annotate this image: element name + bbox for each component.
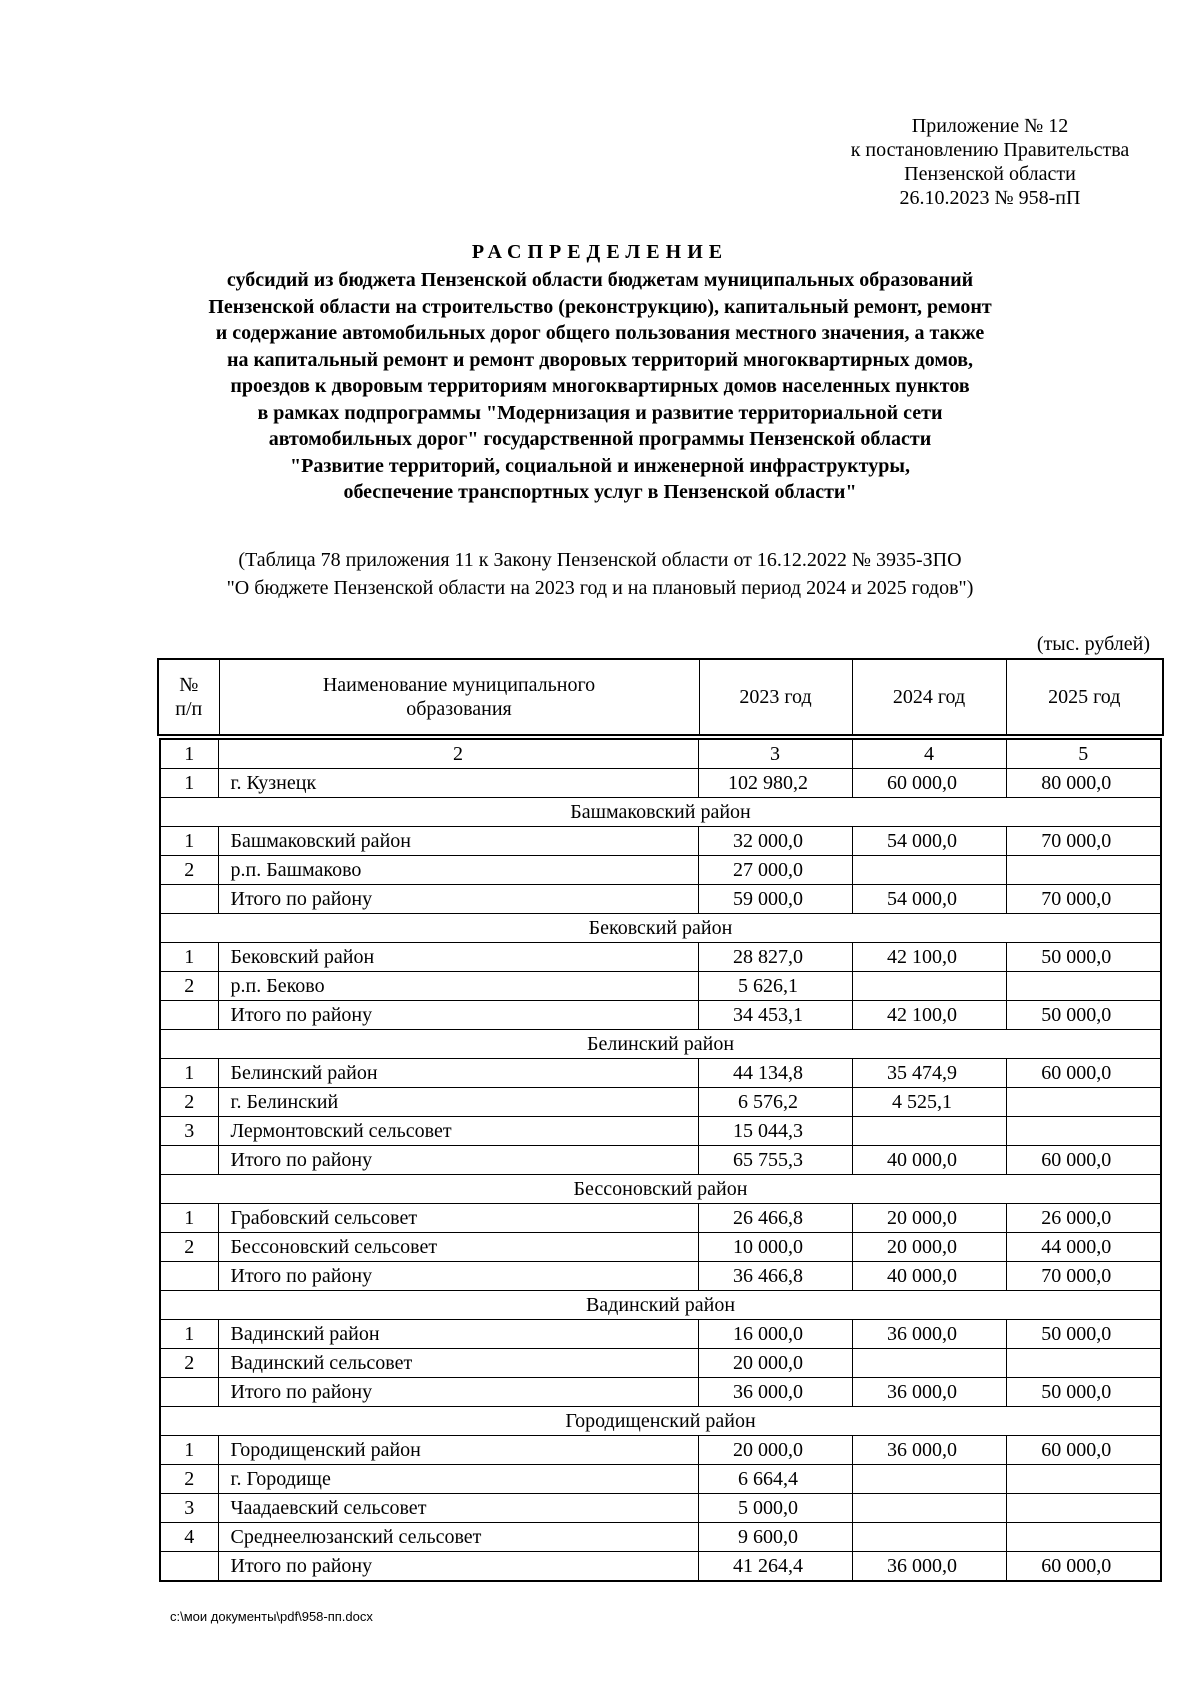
row-value-2023: 34 453,1 xyxy=(698,1001,852,1030)
row-number: 3 xyxy=(160,1117,218,1146)
table-row xyxy=(160,827,1161,856)
row-value-2023: 15 044,3 xyxy=(698,1117,852,1146)
subtitle-line: на капитальный ремонт и ремонт дворовых территорий многоквартирных домов, xyxy=(226,348,974,371)
row-value-2023: 59 000,0 xyxy=(698,885,852,914)
row-number xyxy=(160,1552,218,1582)
table-row xyxy=(160,972,1161,1001)
table-row xyxy=(160,1233,1161,1262)
table-row xyxy=(160,1494,1161,1523)
row-value-2023: 102 980,2 xyxy=(698,769,852,798)
source-line: "О бюджете Пензенской области на 2023 год и на плановый период 2024 и 2025 годов") xyxy=(226,577,974,599)
row-value-2025: 50 000,0 xyxy=(1006,1001,1161,1030)
row-number: 1 xyxy=(160,1320,218,1349)
row-name: г. Кузнецк xyxy=(218,769,698,798)
row-value-2024: 20 000,0 xyxy=(852,1204,1006,1233)
row-number: 1 xyxy=(160,1436,218,1465)
subtitle-line: "Развитие территорий, социальной и инженерной инфраструктуры, xyxy=(290,454,910,477)
section-row xyxy=(160,1291,1161,1320)
row-value-2025: 60 000,0 xyxy=(1006,1552,1161,1582)
row-name: Итого по району xyxy=(218,1378,698,1407)
row-value-2023: 32 000,0 xyxy=(698,827,852,856)
row-value-2023: 5 626,1 xyxy=(698,972,852,1001)
section-title: Башмаковский район xyxy=(160,798,1161,827)
row-value-2024 xyxy=(852,1465,1006,1494)
row-name: Итого по району xyxy=(218,1552,698,1582)
table-row xyxy=(160,1320,1161,1349)
row-name: Чаадаевский сельсовет xyxy=(218,1494,698,1523)
row-name: Вадинский сельсовет xyxy=(218,1349,698,1378)
column-number: 3 xyxy=(698,739,852,769)
row-value-2023: 10 000,0 xyxy=(698,1233,852,1262)
row-value-2024: 42 100,0 xyxy=(852,1001,1006,1030)
table-row xyxy=(160,1088,1161,1117)
table-row xyxy=(160,1059,1161,1088)
row-value-2025: 60 000,0 xyxy=(1006,1059,1161,1088)
column-number: 4 xyxy=(852,739,1006,769)
row-value-2024: 54 000,0 xyxy=(852,885,1006,914)
row-value-2025: 70 000,0 xyxy=(1006,827,1161,856)
section-title: Бессоновский район xyxy=(160,1175,1161,1204)
row-value-2023: 28 827,0 xyxy=(698,943,852,972)
row-value-2025 xyxy=(1006,1465,1161,1494)
row-number: 2 xyxy=(160,1349,218,1378)
column-number: 1 xyxy=(160,739,218,769)
row-value-2024 xyxy=(852,856,1006,885)
section-title: Городищенский район xyxy=(160,1407,1161,1436)
table-row xyxy=(160,1117,1161,1146)
section-row xyxy=(160,1407,1161,1436)
row-value-2024: 40 000,0 xyxy=(852,1262,1006,1291)
subtitle-line: Пензенской области на строительство (реконструкцию), капитальный ремонт, ремонт xyxy=(208,295,992,318)
column-number-row xyxy=(160,739,1161,769)
row-value-2024: 20 000,0 xyxy=(852,1233,1006,1262)
header-name: Наименование муниципального образования xyxy=(219,659,699,735)
appendix-header xyxy=(790,114,1190,210)
appendix-number: Приложение № 12 xyxy=(911,115,1069,137)
subtitle-line: субсидий из бюджета Пензенской области бюджетам муниципальных образований xyxy=(226,269,974,291)
row-name: Башмаковский район xyxy=(218,827,698,856)
row-value-2024 xyxy=(852,1494,1006,1523)
section-title: Вадинский район xyxy=(160,1291,1161,1320)
row-value-2025: 70 000,0 xyxy=(1006,885,1161,914)
appendix-reference: к постановлению Правительства xyxy=(850,139,1130,161)
row-value-2025: 50 000,0 xyxy=(1006,1378,1161,1407)
row-value-2024: 42 100,0 xyxy=(852,943,1006,972)
row-value-2024 xyxy=(852,1523,1006,1552)
table-row xyxy=(160,1349,1161,1378)
section-title: Белинский район xyxy=(160,1030,1161,1059)
table-row xyxy=(160,1552,1161,1582)
header-number: № п/п xyxy=(158,659,219,735)
row-number: 2 xyxy=(160,972,218,1001)
units-label: (тыс. рублей) xyxy=(1036,633,1150,655)
row-number: 2 xyxy=(160,1088,218,1117)
row-name: Городищенский район xyxy=(218,1436,698,1465)
row-name: Грабовский сельсовет xyxy=(218,1204,698,1233)
row-value-2024: 60 000,0 xyxy=(852,769,1006,798)
row-value-2023: 41 264,4 xyxy=(698,1552,852,1582)
row-value-2025 xyxy=(1006,1117,1161,1146)
row-value-2025: 50 000,0 xyxy=(1006,1320,1161,1349)
section-row xyxy=(160,1030,1161,1059)
row-value-2024: 36 000,0 xyxy=(852,1320,1006,1349)
section-row xyxy=(160,1175,1161,1204)
column-number: 2 xyxy=(218,739,698,769)
row-value-2023: 27 000,0 xyxy=(698,856,852,885)
row-value-2025: 50 000,0 xyxy=(1006,943,1161,972)
row-value-2024: 36 000,0 xyxy=(852,1436,1006,1465)
row-value-2024: 36 000,0 xyxy=(852,1552,1006,1582)
header-2024: 2024 год xyxy=(852,659,1006,735)
row-name: р.п. Беково xyxy=(218,972,698,1001)
row-value-2024: 36 000,0 xyxy=(852,1378,1006,1407)
row-number: 1 xyxy=(160,1204,218,1233)
document-subtitle xyxy=(140,267,1060,506)
row-value-2024: 4 525,1 xyxy=(852,1088,1006,1117)
row-value-2025: 80 000,0 xyxy=(1006,769,1161,798)
row-number xyxy=(160,1146,218,1175)
distribution-table xyxy=(159,738,1162,1582)
row-value-2023: 6 664,4 xyxy=(698,1465,852,1494)
row-value-2023: 20 000,0 xyxy=(698,1349,852,1378)
row-name: Бековский район xyxy=(218,943,698,972)
source-line: (Таблица 78 приложения 11 к Закону Пензенской области от 16.12.2022 № 3935-ЗПО xyxy=(238,549,962,571)
row-name: Лермонтовский сельсовет xyxy=(218,1117,698,1146)
row-value-2025 xyxy=(1006,1349,1161,1378)
row-number: 4 xyxy=(160,1523,218,1552)
table-row xyxy=(160,769,1161,798)
table-row xyxy=(160,1204,1161,1233)
table-header xyxy=(157,658,1164,736)
row-number xyxy=(160,885,218,914)
document-title: РАСПРЕДЕЛЕНИЕ xyxy=(471,241,729,263)
row-name: г. Белинский xyxy=(218,1088,698,1117)
row-name: Белинский район xyxy=(218,1059,698,1088)
row-value-2024 xyxy=(852,1117,1006,1146)
table-row xyxy=(160,1523,1161,1552)
row-value-2025 xyxy=(1006,972,1161,1001)
row-number xyxy=(160,1262,218,1291)
row-value-2024: 35 474,9 xyxy=(852,1059,1006,1088)
row-value-2025: 26 000,0 xyxy=(1006,1204,1161,1233)
table-row xyxy=(160,1001,1161,1030)
table-row xyxy=(160,885,1161,914)
row-number: 1 xyxy=(160,943,218,972)
row-value-2023: 5 000,0 xyxy=(698,1494,852,1523)
column-number: 5 xyxy=(1006,739,1161,769)
source-reference xyxy=(140,546,1060,602)
row-number: 1 xyxy=(160,1059,218,1088)
header-2023: 2023 год xyxy=(699,659,852,735)
row-value-2025: 44 000,0 xyxy=(1006,1233,1161,1262)
table-row xyxy=(160,1378,1161,1407)
table-row xyxy=(160,943,1161,972)
row-value-2025: 60 000,0 xyxy=(1006,1436,1161,1465)
row-number: 3 xyxy=(160,1494,218,1523)
row-number: 1 xyxy=(160,769,218,798)
file-path-footer: c:\мои документы\pdf\958-пп.docx xyxy=(170,1609,373,1624)
row-number: 1 xyxy=(160,827,218,856)
table-row xyxy=(160,1262,1161,1291)
table-row xyxy=(160,856,1161,885)
row-value-2024 xyxy=(852,1349,1006,1378)
row-value-2023: 26 466,8 xyxy=(698,1204,852,1233)
subtitle-line: в рамках подпрограммы "Модернизация и развитие территориальной сети xyxy=(257,401,943,424)
row-number: 2 xyxy=(160,1465,218,1494)
row-value-2023: 36 466,8 xyxy=(698,1262,852,1291)
row-name: г. Городище xyxy=(218,1465,698,1494)
row-value-2025 xyxy=(1006,1523,1161,1552)
row-value-2023: 16 000,0 xyxy=(698,1320,852,1349)
table-row xyxy=(160,1146,1161,1175)
table-row xyxy=(160,1465,1161,1494)
appendix-region: Пензенской области xyxy=(904,163,1076,185)
row-name: Бессоновский сельсовет xyxy=(218,1233,698,1262)
row-name: Вадинский район xyxy=(218,1320,698,1349)
row-value-2023: 6 576,2 xyxy=(698,1088,852,1117)
row-value-2024: 40 000,0 xyxy=(852,1146,1006,1175)
subtitle-line: обеспечение транспортных услуг в Пензенской области" xyxy=(343,481,857,503)
table-row xyxy=(160,1436,1161,1465)
appendix-date: 26.10.2023 № 958-пП xyxy=(899,187,1081,209)
row-name: Итого по району xyxy=(218,1146,698,1175)
row-value-2024: 54 000,0 xyxy=(852,827,1006,856)
row-value-2025 xyxy=(1006,856,1161,885)
row-value-2025 xyxy=(1006,1088,1161,1117)
row-value-2023: 44 134,8 xyxy=(698,1059,852,1088)
row-name: Среднеелюзанский сельсовет xyxy=(218,1523,698,1552)
header-2025: 2025 год xyxy=(1006,659,1163,735)
row-value-2023: 36 000,0 xyxy=(698,1378,852,1407)
section-row xyxy=(160,798,1161,827)
subtitle-line: проездов к дворовым территориям многоквартирных домов населенных пунктов xyxy=(230,375,970,397)
row-value-2025: 70 000,0 xyxy=(1006,1262,1161,1291)
row-value-2023: 20 000,0 xyxy=(698,1436,852,1465)
row-number: 2 xyxy=(160,856,218,885)
section-row xyxy=(160,914,1161,943)
row-value-2025: 60 000,0 xyxy=(1006,1146,1161,1175)
subtitle-line: и содержание автомобильных дорог общего пользования местного значения, а также xyxy=(215,322,985,344)
row-number: 2 xyxy=(160,1233,218,1262)
row-name: Итого по району xyxy=(218,885,698,914)
row-value-2023: 9 600,0 xyxy=(698,1523,852,1552)
row-name: Итого по району xyxy=(218,1262,698,1291)
row-number xyxy=(160,1001,218,1030)
row-name: р.п. Башмаково xyxy=(218,856,698,885)
row-value-2023: 65 755,3 xyxy=(698,1146,852,1175)
row-value-2025 xyxy=(1006,1494,1161,1523)
section-title: Бековский район xyxy=(160,914,1161,943)
row-number xyxy=(160,1378,218,1407)
row-name: Итого по району xyxy=(218,1001,698,1030)
row-value-2024 xyxy=(852,972,1006,1001)
subtitle-line: автомобильных дорог" государственной программы Пензенской области xyxy=(268,428,932,450)
